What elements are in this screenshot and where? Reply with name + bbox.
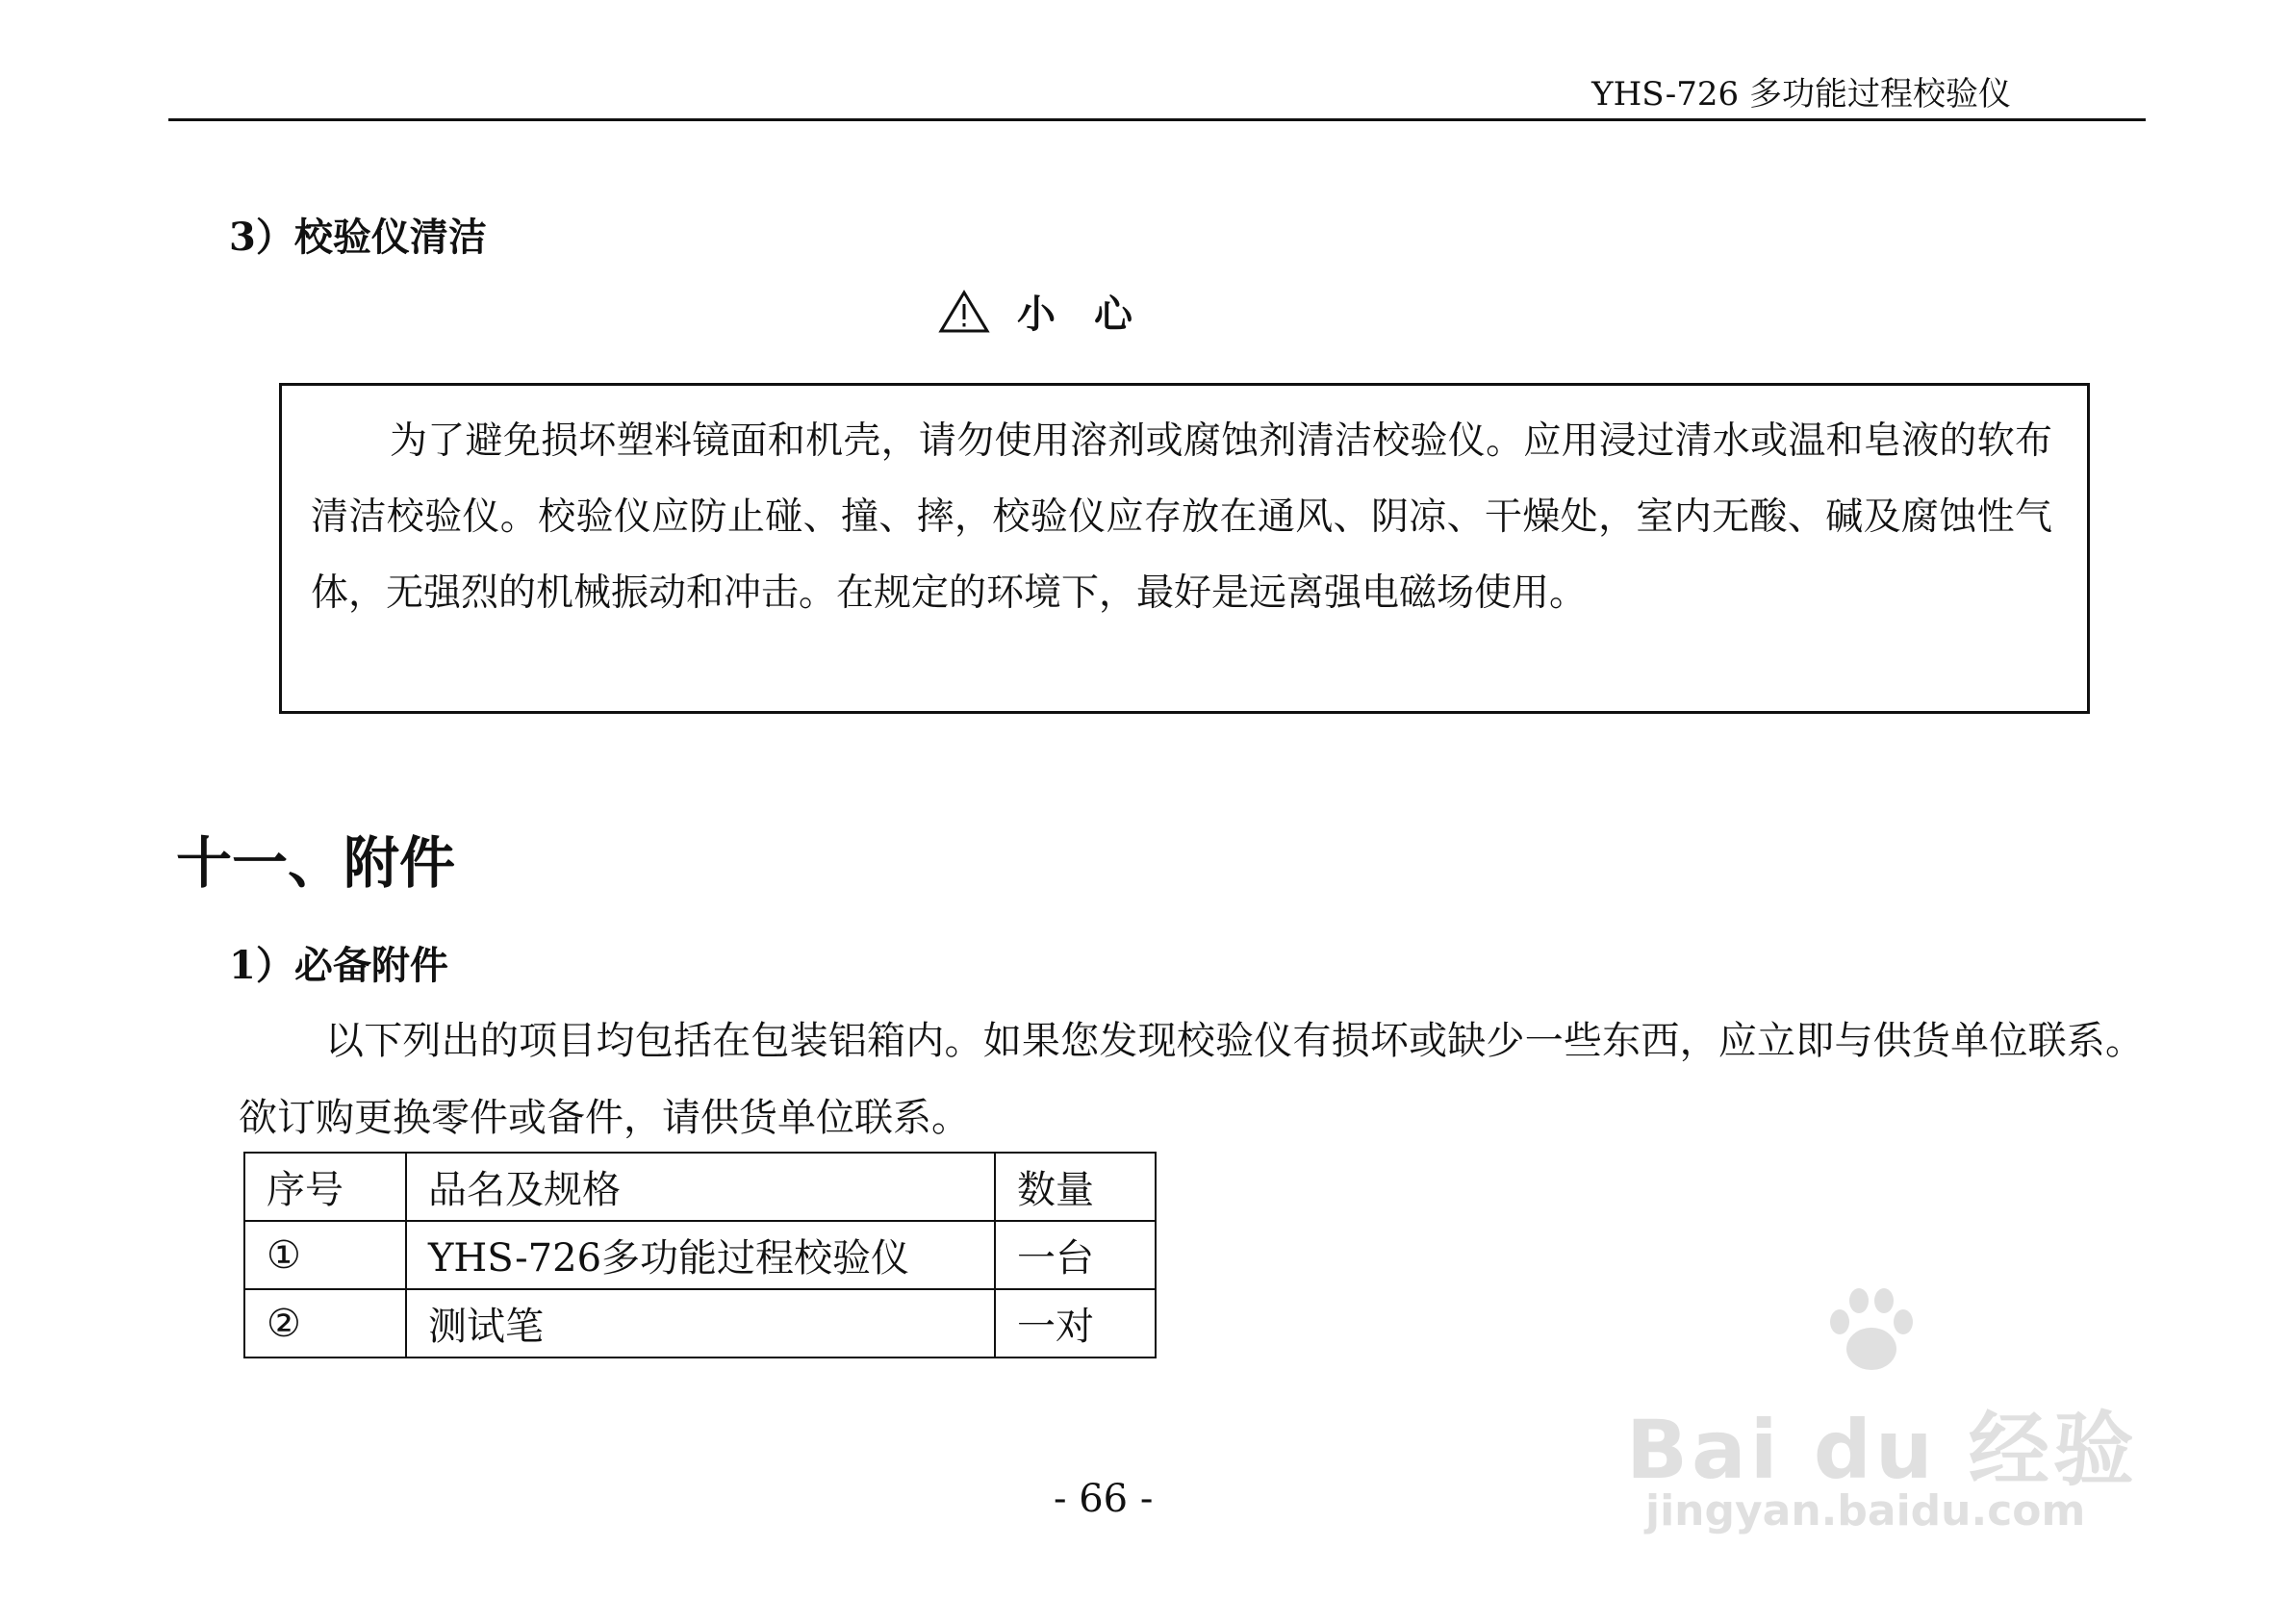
table-cell: ② <box>244 1289 406 1358</box>
caution-label <box>938 284 1171 339</box>
cleaning-heading: 3）校验仪清洁 <box>229 215 487 260</box>
watermark-url: jingyan.baidu.com <box>1645 1486 2086 1535</box>
table-cell: 一对 <box>995 1289 1156 1358</box>
caution-text: 小心 <box>1017 292 1171 337</box>
caution-notice-text: 为了避免损坏塑料镜面和机壳，请勿使用溶剂或腐蚀剂清洁校验仪。应用浸过清水或温和皂液的软布清洁校验仪。校验仪应防止碰、撞、摔，校验仪应存放在通风、阴凉、干燥处，室内无酸、碱及腐蚀性气体，无强烈的机械振动和冲击。在规定的环境下，最好是远离强电磁场使用。 <box>311 419 2052 615</box>
section-heading-accessories: 十一、附件 <box>176 830 456 896</box>
table-row <box>244 1221 1156 1289</box>
warning-triangle-icon <box>938 290 990 334</box>
table-header-cell: 数量 <box>995 1153 1156 1221</box>
header-divider <box>168 118 2146 121</box>
table-cell: 一台 <box>995 1221 1156 1289</box>
watermark-brand: Bai du 经验 <box>1626 1403 2138 1497</box>
table-row <box>244 1289 1156 1358</box>
table-cell: 测试笔 <box>406 1289 995 1358</box>
accessories-table <box>243 1152 1157 1358</box>
accessories-paragraph: 以下列出的项目均包括在包装铝箱内。如果您发现校验仪有损坏或缺少一些东西，应立即与供货单位联系。欲订购更换零件或备件，请供货单位联系。 <box>239 1019 2144 1140</box>
paw-icon <box>1819 1280 1924 1385</box>
table-header-row <box>244 1153 1156 1221</box>
table-cell: ① <box>244 1221 406 1289</box>
running-header-title: YHS-726 多功能过程校验仪 <box>1591 75 2011 114</box>
table-cell: YHS-726多功能过程校验仪 <box>406 1221 995 1289</box>
required-accessories-heading: 1）必备附件 <box>229 943 448 988</box>
baidu-watermark <box>1626 1280 2165 1549</box>
table-header-cell: 序号 <box>244 1153 406 1221</box>
page-number: - 66 - <box>1054 1477 1154 1521</box>
caution-notice-box <box>279 383 2090 714</box>
table-header-cell: 品名及规格 <box>406 1153 995 1221</box>
